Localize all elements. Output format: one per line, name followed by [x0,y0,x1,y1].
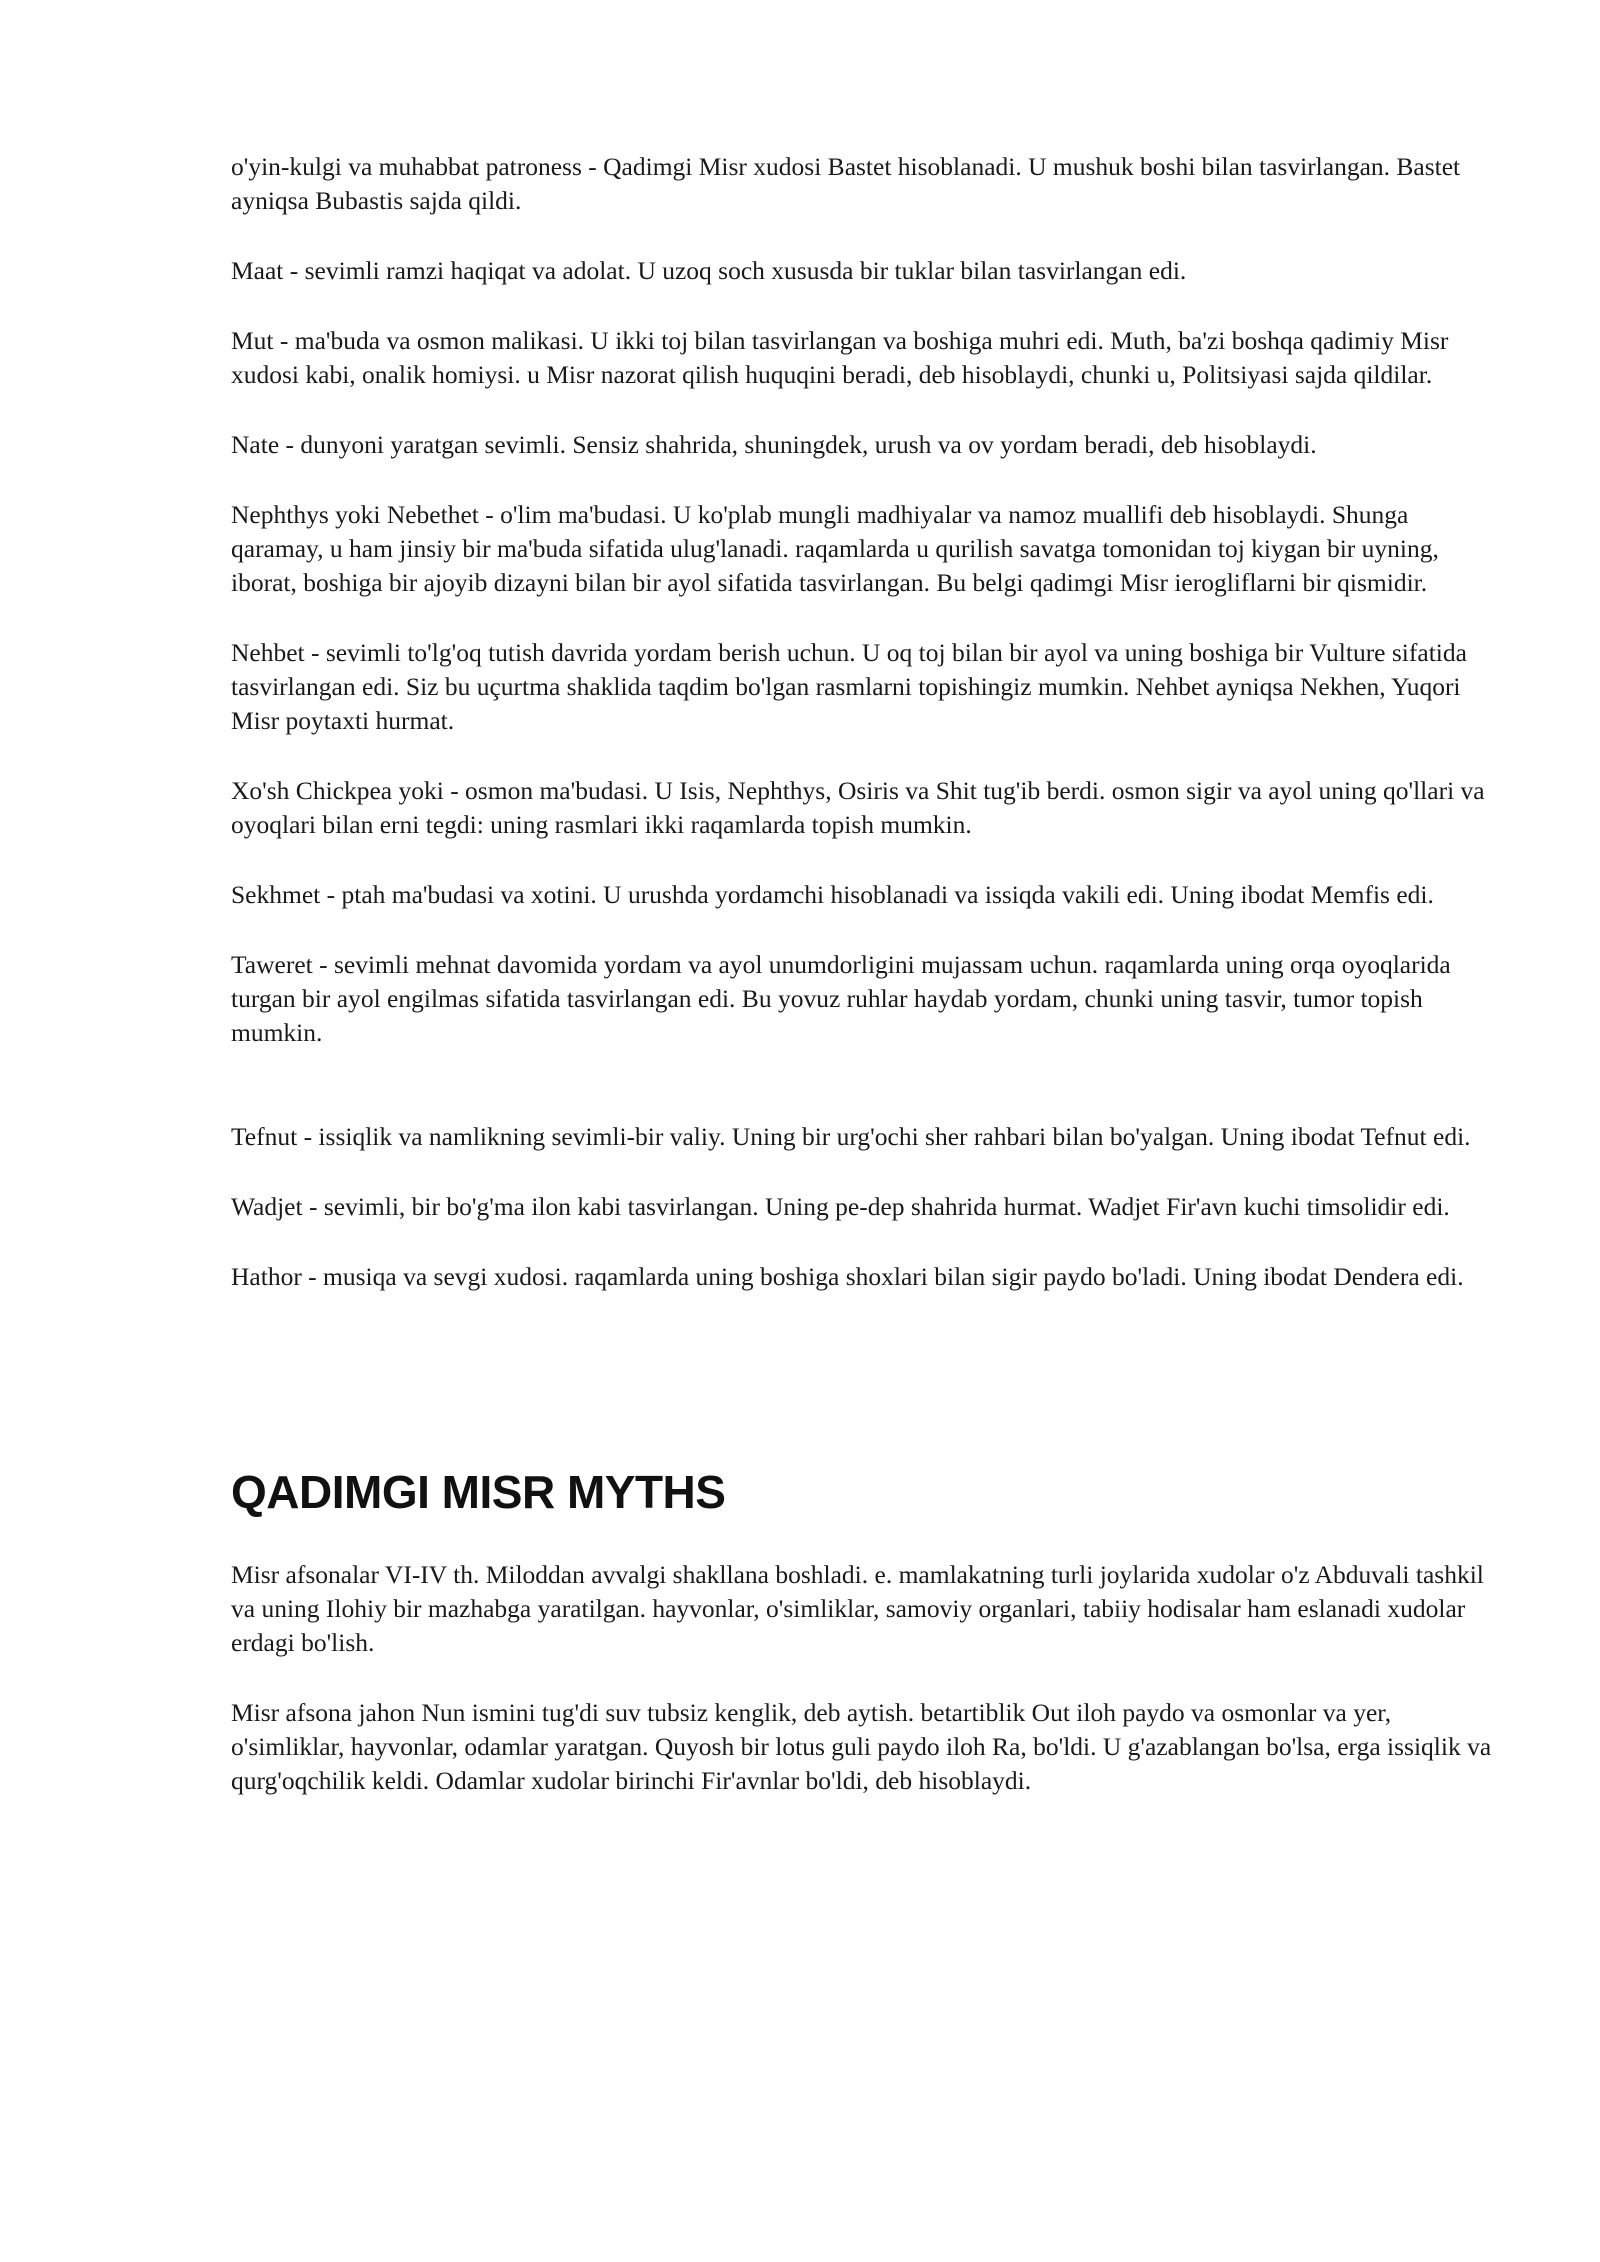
paragraph-maat: Maat - sevimli ramzi haqiqat va adolat. U uzoq soch xususda bir tuklar bilan tasvirlangan edi. [231,256,1187,285]
paragraph-sekhmet: Sekhmet - ptah ma'budasi va xotini. U urushda yordamchi hisoblanadi va issiqda vakili edi. Uning ibodat Memfis edi. [231,880,1434,909]
paragraph-mut: Mut - ma'buda va osmon malikasi. U ikki toj bilan tasvirlangan va boshiga muhri edi. Muth, ba'zi boshqa qadimiy Misr xudosi kabi, onalik homiysi. u Misr nazorat qilish huquqini beradi, deb hisoblaydi, chunki u, Politsiyasi sajda qildilar. [231,326,1449,389]
paragraph-tefnut: Tefnut - issiqlik va namlikning sevimli-bir valiy. Uning bir urg'ochi sher rahbari bilan bo'yalgan. Uning ibodat Tefnut edi. [231,1122,1471,1151]
paragraph-nehbet: Nehbet - sevimli to'lg'oq tutish davrida yordam berish uchun. U oq toj bilan bir ayol va uning boshiga bir Vulture sifatida tasvirlangan edi. Siz bu uçurtma shaklida taqdim bo'lgan rasmlarni topishingiz mumkin. Nehbet ayniqsa Nekhen, Yuqori Misr poytaxti hurmat. [231,638,1467,735]
paragraph-taweret: Taweret - sevimli mehnat davomida yordam va ayol unumdorligini mujassam uchun. raqamlarda uning orqa oyoqlarida turgan bir ayol engilmas sifatida tasvirlangan edi. Bu yovuz ruhlar haydab yordam, chunki uning tasvir, tumor topish mumkin. [231,950,1451,1047]
paragraph-myths-creation: Misr afsona jahon Nun ismini tug'di suv tubsiz kenglik, deb aytish. betartiblik Out iloh paydo va osmonlar va yer, o'simliklar, hayvonlar, odamlar yaratgan. Quyosh bir lotus guli paydo iloh Ra, bo'ldi. U g'azablangan bo'lsa, erga issiqlik va qurg'oqchilik keldi. Odamlar xudolar birinchi Fir'avnlar bo'ldi, deb hisoblaydi. [231,1698,1492,1795]
paragraph-hathor: Hathor - musiqa va sevgi xudosi. raqamlarda uning boshiga shoxlari bilan sigir paydo bo'ladi. Uning ibodat Dendera edi. [231,1262,1464,1291]
paragraph-nut: Xo'sh Chickpea yoki - osmon ma'budasi. U Isis, Nephthys, Osiris va Shit tug'ib berdi. osmon sigir va ayol uning qo'llari va oyoqlari bilan erni tegdi: uning rasmlari ikki raqamlarda topish mumkin. [231,776,1485,839]
document-page [231,150,1501,1834]
section-heading: QADIMGI MISR MYTHS [231,1466,726,1518]
paragraph-myths-intro: Misr afsonalar VI-IV th. Miloddan avvalgi shakllana boshladi. e. mamlakatning turli joylarida xudolar o'z Abduvali tashkil va uning Ilohiy bir mazhabga yaratilgan. hayvonlar, o'simliklar, samoviy organlari, tabiiy hodisalar ham eslanadi xudolar erdagi bo'lish. [231,1560,1484,1657]
paragraph-bastet: o'yin-kulgi va muhabbat patroness - Qadimgi Misr xudosi Bastet hisoblanadi. U mushuk boshi bilan tasvirlangan. Bastet ayniqsa Bubastis sajda qildi. [231,152,1461,215]
paragraph-wadjet: Wadjet - sevimli, bir bo'g'ma ilon kabi tasvirlangan. Uning pe-dep shahrida hurmat. Wadjet Fir'avn kuchi timsolidir edi. [231,1192,1450,1221]
paragraph-nate: Nate - dunyoni yaratgan sevimli. Sensiz shahrida, shuningdek, urush va ov yordam beradi, deb hisoblaydi. [231,430,1317,459]
paragraph-nephthys: Nephthys yoki Nebethet - o'lim ma'budasi. U ko'plab mungli madhiyalar va namoz muallifi deb hisoblaydi. Shunga qaramay, u ham jinsiy bir ma'buda sifatida ulug'lanadi. raqamlarda u qurilish savatga tomonidan toj kiygan bir uyning, iborat, boshiga bir ajoyib dizayni bilan bir ayol sifatida tasvirlangan. Bu belgi qadimgi Misr ierogliflarni bir qismidir. [231,500,1439,597]
